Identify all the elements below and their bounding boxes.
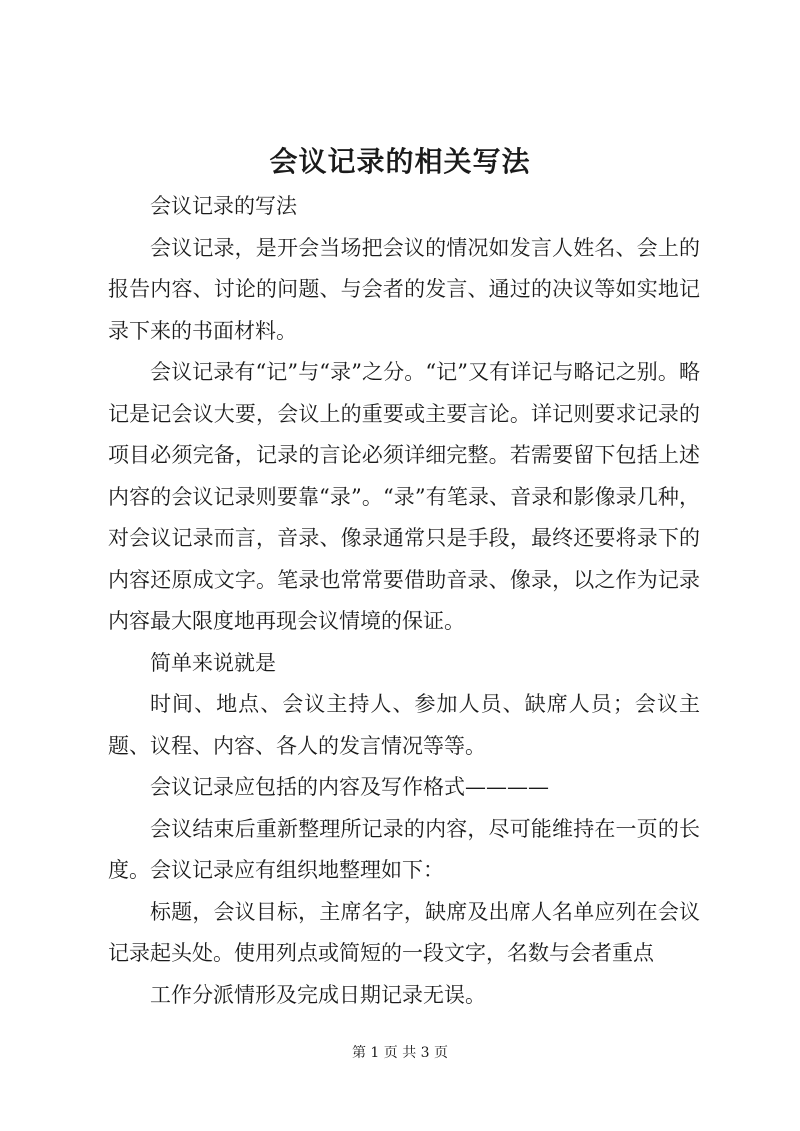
paragraph-summary-items: 时间、地点、会议主持人、参加人员、缺席人员；会议主题、议程、内容、各人的发言情况等等。 bbox=[108, 692, 700, 758]
paragraph-assignments: 工作分派情形及完成日期记录无误。 bbox=[150, 982, 486, 1007]
paragraph-summary-intro: 简单来说就是 bbox=[150, 650, 276, 675]
paragraph-record-types: 会议记录有“记”与“录”之分。“记”又有详记与略记之别。略记是记会议大要，会议上的重要或主要言论。详记则要求记录的项目必须完备，记录的言论必须详细完整。若需要留下包括上述内容的会议记录则要靠“录”。“录”有笔录、音录和影像录几种，对会议记录而言，音录、像录通常只是手段，最终还要将录下的内容还原成文字。笔录也常常要借助音录、像录，以之作为记录内容最大限度地再现会议情境的保证。 bbox=[108, 360, 700, 633]
paragraph-heading: 会议记录的写法 bbox=[150, 194, 297, 218]
page-title: 会议记录的相关写法 bbox=[269, 145, 531, 178]
document-body bbox=[108, 186, 700, 1016]
paragraph-title-goals: 标题，会议目标，主席名字，缺席及出席人名单应列在会议记录起头处。使用列点或简短的一段文字，名数与会者重点 bbox=[108, 899, 700, 965]
paragraph-format-heading: 会议记录应包括的内容及写作格式———— bbox=[150, 775, 549, 799]
page-number-footer: 第 1 页 共 3 页 bbox=[351, 1045, 449, 1061]
paragraph-definition: 会议记录，是开会当场把会议的情况如发言人姓名、会上的报告内容、讨论的问题、与会者的发言、通过的决议等如实地记录下来的书面材料。 bbox=[108, 235, 700, 343]
paragraph-organize: 会议结束后重新整理所记录的内容，尽可能维持在一页的长度。会议记录应有组织地整理如下： bbox=[108, 816, 700, 882]
